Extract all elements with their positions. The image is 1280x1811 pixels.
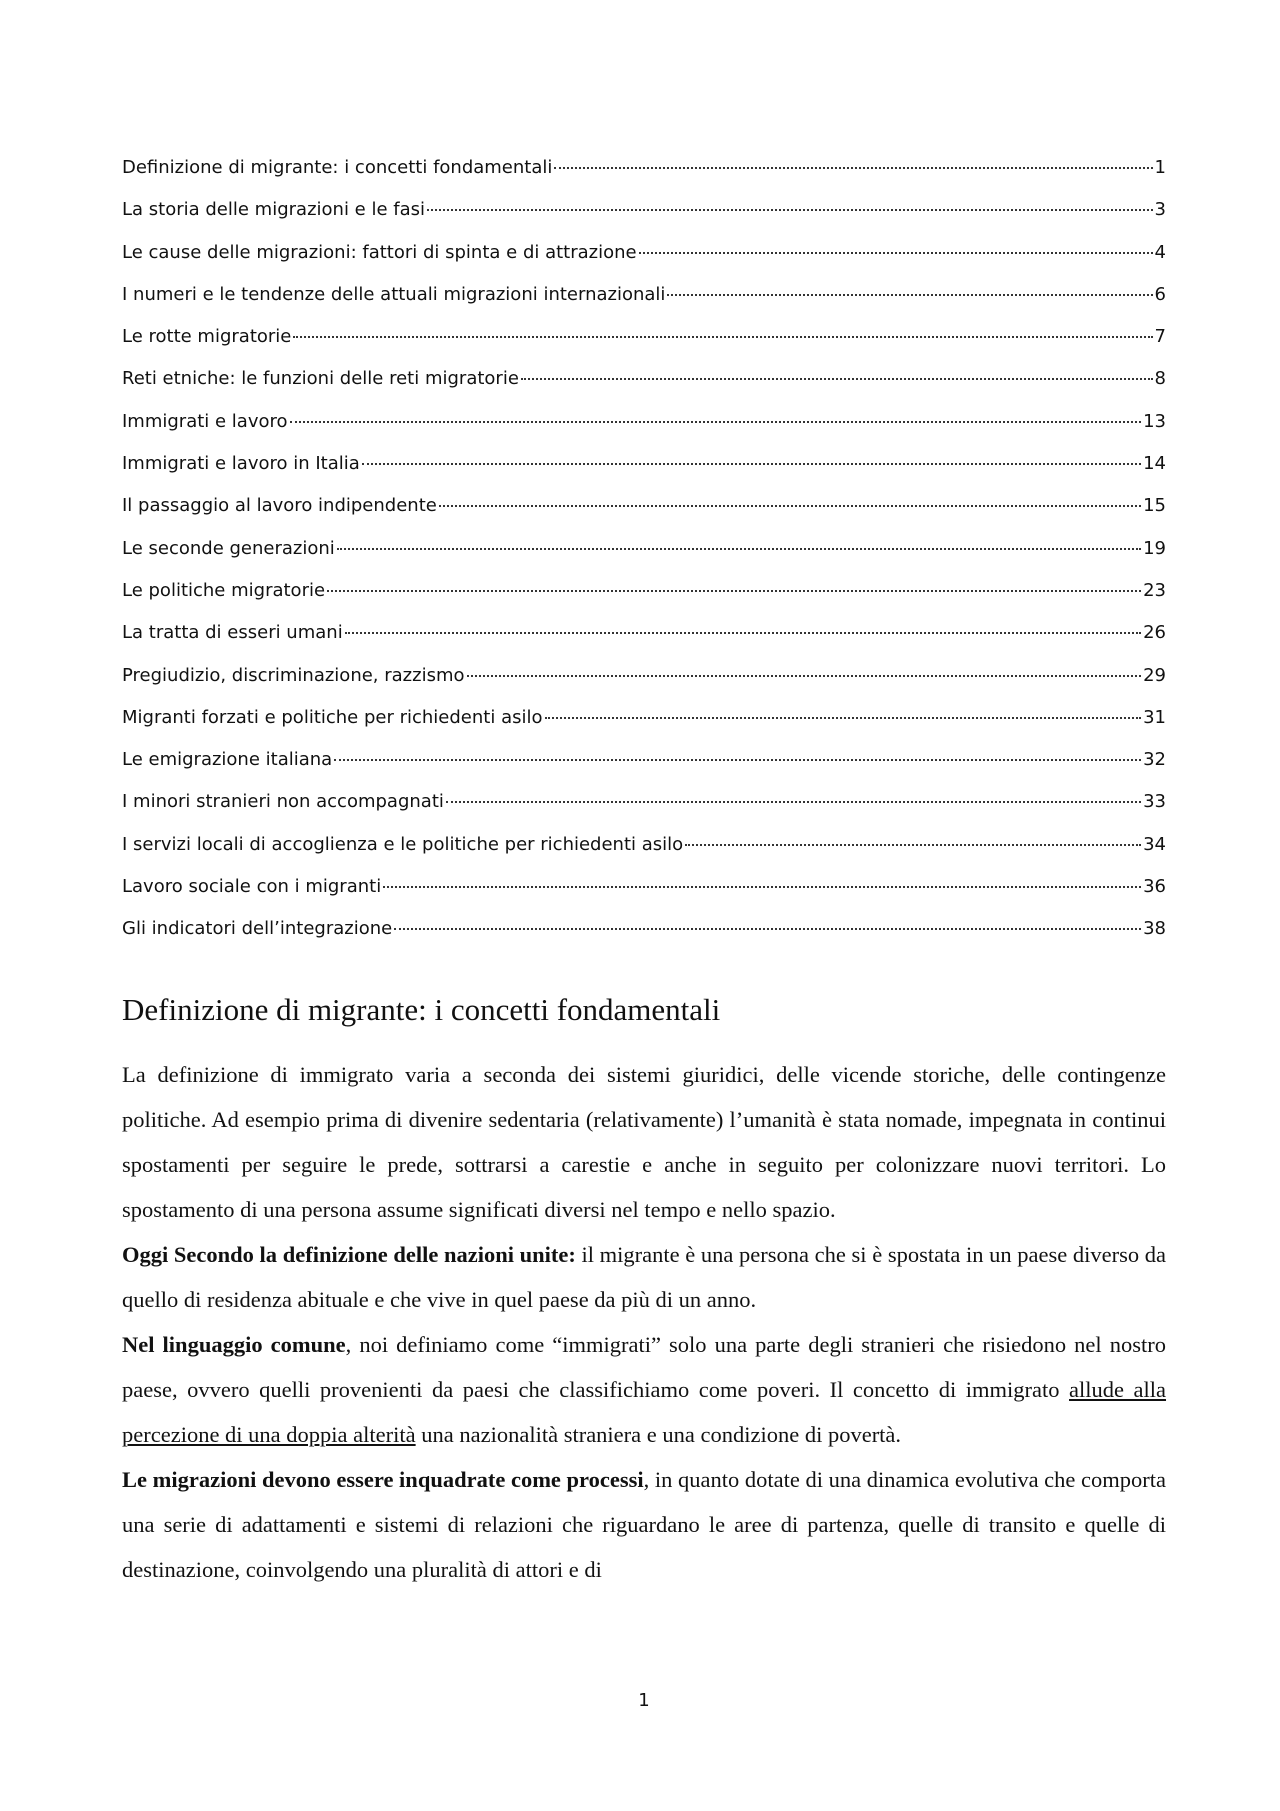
toc-leader-dots <box>383 886 1141 888</box>
paragraph <box>122 1232 1166 1322</box>
paragraph-text: una nazionalità straniera e una condizione di povertà. <box>415 1422 902 1447</box>
toc-entry[interactable] <box>122 241 1166 283</box>
toc-entry-page: 7 <box>1154 326 1166 348</box>
toc-entry-page: 14 <box>1143 453 1166 475</box>
toc-entry-page: 32 <box>1143 749 1166 771</box>
toc-entry-page: 33 <box>1143 791 1166 813</box>
toc-entry-page: 13 <box>1143 410 1166 432</box>
toc-leader-dots <box>345 632 1141 634</box>
toc-entry[interactable] <box>122 537 1166 579</box>
toc-leader-dots <box>427 209 1153 211</box>
toc-entry-title: I numeri e le tendenze delle attuali migrazioni internazionali <box>122 283 666 305</box>
toc-entry-page: 1 <box>1154 157 1166 178</box>
toc-entry-page: 4 <box>1154 241 1166 263</box>
toc-entry-title: Immigrati e lavoro <box>122 410 288 432</box>
toc-entry[interactable] <box>122 494 1166 536</box>
toc-leader-dots <box>639 252 1153 254</box>
paragraph-text: , noi definiamo come “immigrati” solo una parte degli stranieri che risiedono nel nostro paese, ovvero quelli provenienti da paesi che classifichiamo come poveri. Il concetto di immigrato <box>122 1332 1166 1402</box>
toc-entry[interactable] <box>122 367 1166 409</box>
toc-entry-title: Le rotte migratorie <box>122 326 292 348</box>
toc-entry-title: Gli indicatori dell’integrazione <box>122 918 393 940</box>
toc-entry-title: Le politiche migratorie <box>122 579 326 601</box>
toc-leader-dots <box>337 548 1141 550</box>
toc-entry-title: Il passaggio al lavoro indipendente <box>122 495 437 517</box>
toc-entry[interactable] <box>122 325 1166 367</box>
toc-leader-dots <box>685 844 1141 846</box>
toc-leader-dots <box>667 294 1152 296</box>
toc-entry[interactable] <box>122 790 1166 832</box>
toc-entry[interactable] <box>122 579 1166 621</box>
toc-leader-dots <box>545 717 1142 719</box>
toc-entry-page: 36 <box>1143 876 1166 898</box>
toc-entry-title: Lavoro sociale con i migranti <box>122 876 382 898</box>
toc-entry-title: La storia delle migrazioni e le fasi <box>122 199 426 221</box>
toc-entry-title: I minori stranieri non accompagnati <box>122 791 444 813</box>
toc-entry-title: Definizione di migrante: i concetti fondamentali <box>122 157 553 178</box>
toc-entry-title: Pregiudizio, discriminazione, razzismo <box>122 664 465 686</box>
toc-entry-title: Reti etniche: le funzioni delle reti migratorie <box>122 368 519 390</box>
bold-lead: Le migrazioni devono essere inquadrate come processi <box>122 1467 644 1492</box>
toc-leader-dots <box>293 336 1152 338</box>
toc-entry-title: I servizi locali di accoglienza e le politiche per richiedenti asilo <box>122 833 684 855</box>
toc-entry[interactable] <box>122 706 1166 748</box>
toc-entry[interactable] <box>122 198 1166 240</box>
toc-entry[interactable] <box>122 875 1166 917</box>
toc-leader-dots <box>521 378 1153 380</box>
page-number: 1 <box>638 1690 650 1711</box>
paragraph-text: il migrante è una persona che si è spostata in un paese diverso da quello di residenza abituale e che vive in quel paese da più di un anno. <box>122 1242 1166 1312</box>
toc-entry-page: 19 <box>1143 537 1166 559</box>
bold-lead: Nel linguaggio comune <box>122 1332 346 1357</box>
paragraph-text: , in quanto dotate di una dinamica evolutiva che comporta una serie di adattamenti e sistemi di relazioni che riguardano le aree di partenza, quelle di transito e quelle di destinazione, coinvolgendo una pluralità di attori e di <box>122 1467 1167 1582</box>
toc-entry-title: La tratta di esseri umani <box>122 622 343 644</box>
toc-entry[interactable] <box>122 748 1166 790</box>
toc-entry-page: 6 <box>1154 283 1166 305</box>
toc-leader-dots <box>290 421 1142 423</box>
toc-leader-dots <box>439 505 1141 507</box>
toc-entry-title: Migranti forzati e politiche per richiedenti asilo <box>122 706 543 728</box>
toc-leader-dots <box>327 590 1141 592</box>
toc-entry-title: Le seconde generazioni <box>122 537 335 559</box>
paragraph <box>122 1457 1166 1592</box>
bold-lead: Oggi Secondo la definizione delle nazioni unite: <box>122 1242 576 1267</box>
toc-entry[interactable] <box>122 410 1166 452</box>
toc-entry-page: 23 <box>1143 579 1166 601</box>
toc-leader-dots <box>334 759 1141 761</box>
toc-entry[interactable] <box>122 621 1166 663</box>
toc-entry[interactable] <box>122 917 1166 959</box>
toc-entry-page: 34 <box>1143 833 1166 855</box>
toc-entry[interactable] <box>122 156 1166 198</box>
section-content <box>122 990 1166 1592</box>
underlined-text: allude alla percezione di una doppia alterità <box>122 1377 1167 1447</box>
toc-entry-page: 29 <box>1143 664 1166 686</box>
toc-entry-page: 26 <box>1143 622 1166 644</box>
toc-entry[interactable] <box>122 833 1166 875</box>
toc-entry-page: 38 <box>1143 918 1166 940</box>
toc-entry-title: Immigrati e lavoro in Italia <box>122 453 360 475</box>
toc-entry-page: 3 <box>1154 199 1166 221</box>
section-heading: Definizione di migrante: i concetti fondamentali <box>122 992 721 1027</box>
paragraph: La definizione di immigrato varia a seconda dei sistemi giuridici, delle vicende storiche, delle contingenze politiche. Ad esempio prima di divenire sedentaria (relativamente) l’umanità è stata nomade, impegnata in continui spostamenti per seguire le prede, sottrarsi a carestie e anche in seguito per colonizzare nuovi territori. Lo spostamento di una persona assume significati diversi nel tempo e nello spazio. <box>122 1062 1166 1222</box>
toc-entry-page: 15 <box>1143 495 1166 517</box>
toc-leader-dots <box>362 463 1141 465</box>
toc-entry[interactable] <box>122 664 1166 706</box>
toc-entry[interactable] <box>122 283 1166 325</box>
table-of-contents <box>122 156 1166 960</box>
toc-leader-dots <box>446 801 1141 803</box>
toc-leader-dots <box>394 928 1141 930</box>
toc-entry-title: Le emigrazione italiana <box>122 749 333 771</box>
paragraph <box>122 1322 1166 1457</box>
toc-leader-dots <box>554 167 1152 169</box>
toc-entry-page: 8 <box>1154 368 1166 390</box>
toc-entry-title: Le cause delle migrazioni: fattori di spinta e di attrazione <box>122 241 637 263</box>
toc-entry[interactable] <box>122 452 1166 494</box>
toc-entry-page: 31 <box>1143 706 1166 728</box>
toc-leader-dots <box>467 675 1142 677</box>
